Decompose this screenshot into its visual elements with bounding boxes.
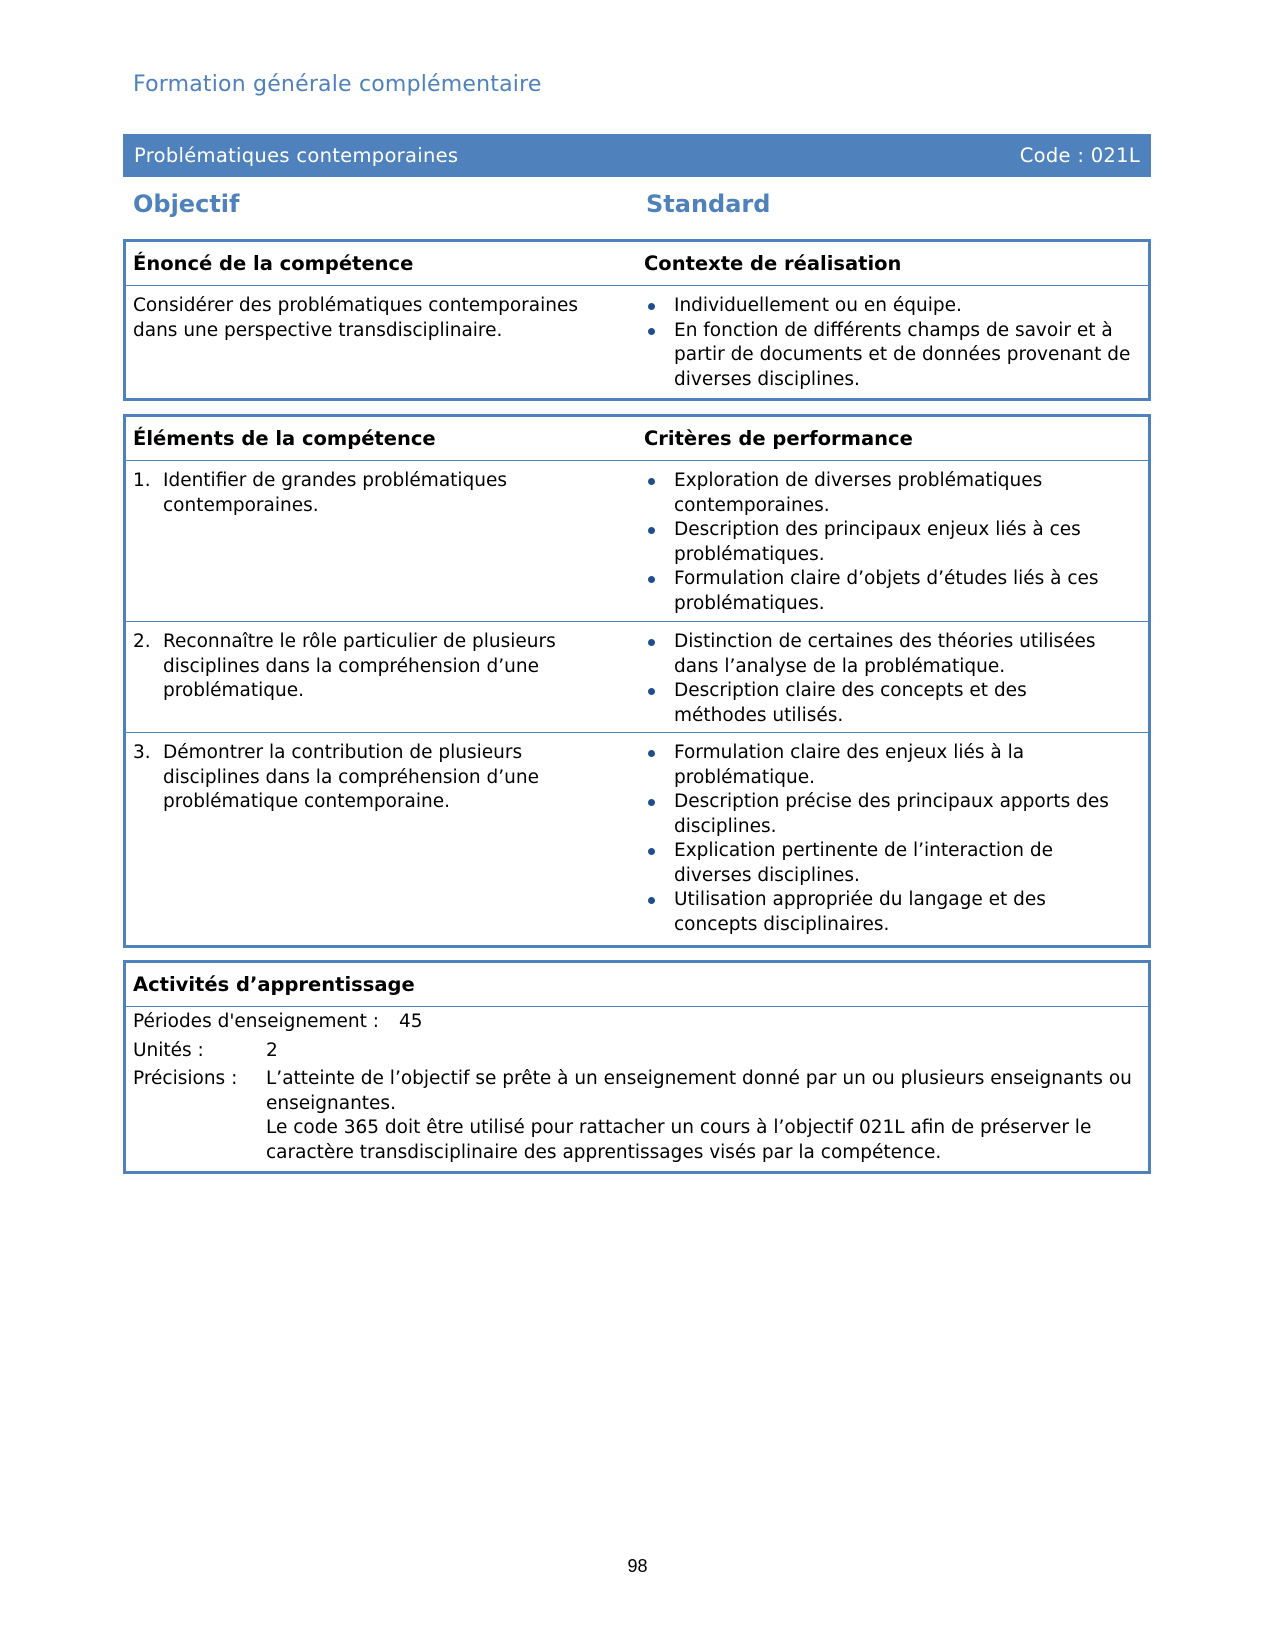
details-text — [266, 1067, 1138, 1165]
units-label: Unités : — [133, 1039, 204, 1061]
criteria-header: Critères de performance — [644, 427, 913, 450]
context-list — [644, 294, 1138, 392]
element-cell — [126, 461, 638, 621]
table-header-row — [126, 242, 1148, 286]
periods-label: Périodes d'enseignement : — [133, 1011, 380, 1032]
context-item: En fonction de différents champs de savoir et à partir de documents et de données provenant de diverses disciplines. — [644, 319, 1138, 393]
element-text: Reconnaître le rôle particulier de plusieurs disciplines dans la compréhension d’une problématique. — [163, 631, 556, 701]
criteria-item: Description des principaux enjeux liés à ces problématiques. — [644, 518, 1114, 567]
table-row — [126, 733, 1148, 945]
element-item — [133, 741, 630, 815]
criteria-list — [644, 469, 1114, 616]
details-paragraph: Le code 365 doit être utilisé pour rattacher un cours à l’objectif 021L afin de préserver le caractère transdisciplinaire des apprentissages visés par la compétence. — [266, 1117, 1092, 1163]
criteria-cell — [638, 733, 1148, 945]
element-number: 3. — [133, 742, 151, 763]
course-code: Code : 021L — [1019, 144, 1140, 167]
details-label: Précisions : — [133, 1068, 238, 1089]
elements-criteria-table — [123, 414, 1151, 948]
criteria-item: Formulation claire d’objets d’études liés à ces problématiques. — [644, 567, 1114, 616]
context-item: Individuellement ou en équipe. — [644, 294, 1138, 319]
details-line — [133, 1067, 1138, 1165]
course-name: Problématiques contemporaines — [134, 144, 459, 167]
context-header: Contexte de réalisation — [644, 252, 902, 275]
statement-line: Considérer des problématiques contemporaines — [133, 295, 578, 316]
element-number: 1. — [133, 470, 151, 491]
units-value: 2 — [266, 1039, 278, 1061]
criteria-item: Explication pertinente de l’interaction de diverses disciplines. — [644, 839, 1124, 888]
objectif-heading: Objectif — [133, 190, 240, 218]
periods-line — [133, 1010, 1138, 1035]
element-item — [133, 469, 630, 518]
table-row — [126, 622, 1148, 733]
standard-heading: Standard — [646, 190, 771, 218]
element-text: Identifier de grandes problématiques contemporaines. — [163, 470, 508, 516]
criteria-item: Formulation claire des enjeux liés à la problématique. — [644, 741, 1124, 790]
criteria-item: Utilisation appropriée du langage et des concepts disciplinaires. — [644, 888, 1124, 937]
element-number: 2. — [133, 631, 151, 652]
criteria-item: Exploration de diverses problématiques contemporaines. — [644, 469, 1114, 518]
criteria-list — [644, 741, 1124, 937]
element-cell — [126, 733, 638, 945]
table-row — [126, 286, 1148, 398]
competence-statement-table — [123, 239, 1151, 401]
element-cell — [126, 622, 638, 732]
table-row — [126, 461, 1148, 622]
criteria-item: Distinction de certaines des théories utilisées dans l’analyse de la problématique. — [644, 630, 1124, 679]
page-number: 98 — [627, 1556, 648, 1576]
criteria-item: Description claire des concepts et des méthodes utilisés. — [644, 679, 1124, 728]
details-paragraph: L’atteinte de l’objectif se prête à un enseignement donné par un ou plusieurs enseignants ou enseignantes. — [266, 1068, 1132, 1114]
element-text: Démontrer la contribution de plusieurs disciplines dans la compréhension d’une problématique contemporaine. — [163, 742, 539, 812]
criteria-list — [644, 630, 1124, 728]
column-headings — [123, 190, 1151, 226]
statement-line: dans une perspective transdisciplinaire. — [133, 319, 503, 341]
table-header-row — [126, 417, 1148, 461]
element-item — [133, 630, 630, 704]
course-header-bar — [123, 134, 1151, 177]
criteria-item: Description précise des principaux apports des disciplines. — [644, 790, 1124, 839]
periods-value: 45 — [399, 1011, 423, 1032]
learning-activities-table — [123, 960, 1151, 1174]
activities-header: Activités d’apprentissage — [133, 973, 415, 996]
table-header-row — [126, 963, 1148, 1007]
statement-cell — [126, 286, 638, 398]
page-title: Formation générale complémentaire — [133, 72, 542, 97]
criteria-cell — [638, 622, 1148, 732]
context-cell — [638, 286, 1148, 398]
elements-header: Éléments de la compétence — [133, 427, 436, 450]
criteria-cell — [638, 461, 1148, 621]
statement-header: Énoncé de la compétence — [133, 252, 414, 275]
activities-body — [126, 1007, 1148, 1171]
units-line — [133, 1039, 1138, 1064]
